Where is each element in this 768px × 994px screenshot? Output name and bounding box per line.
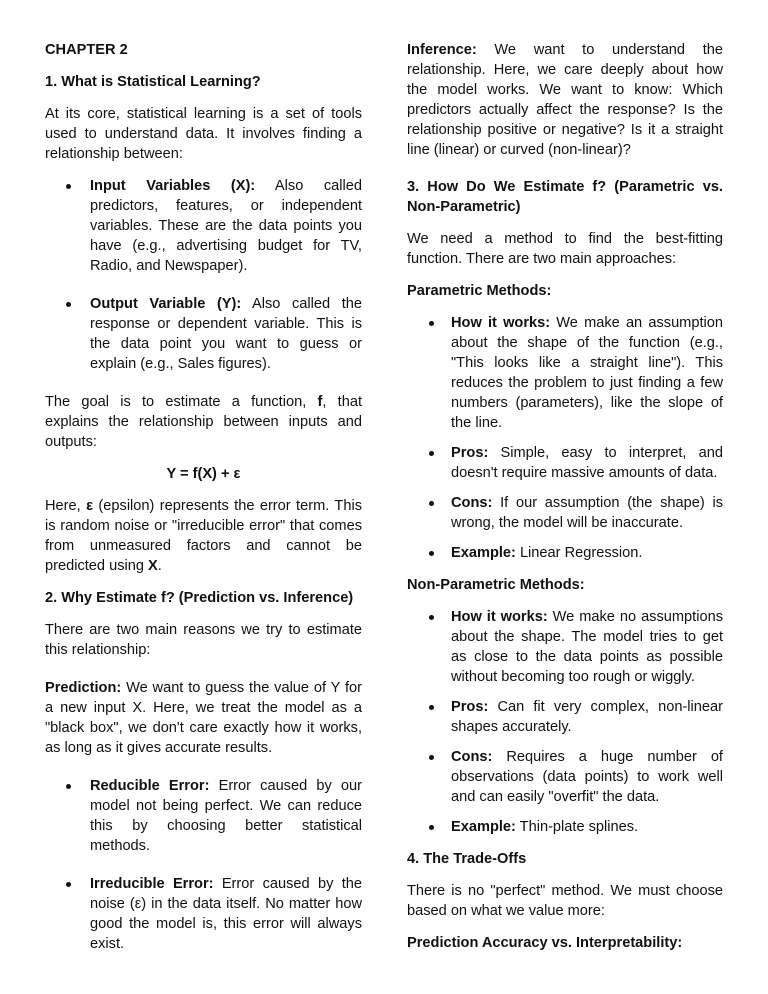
irreducible-error-label: Irreducible Error: bbox=[90, 876, 214, 892]
parametric-cons-label: Cons: bbox=[451, 495, 493, 511]
chapter-heading: CHAPTER 2 bbox=[45, 42, 128, 58]
section-4-intro: There is no "perfect" method. We must choose based on what we value more: bbox=[407, 883, 723, 919]
error-types-list bbox=[45, 776, 362, 954]
goal-paragraph bbox=[45, 392, 362, 452]
output-variable-label: Output Variable (Y): bbox=[90, 296, 242, 312]
input-variables-label: Input Variables (X): bbox=[90, 178, 256, 194]
goal-text-end: , that explains the relationship between inputs and outputs: bbox=[45, 394, 362, 450]
parametric-pros-label: Pros: bbox=[451, 445, 489, 461]
parametric-example-label: Example: bbox=[451, 545, 516, 561]
left-column bbox=[45, 40, 362, 966]
list-item-input-variables bbox=[45, 176, 362, 276]
variables-list bbox=[45, 176, 362, 374]
non-parametric-how-label: How it works: bbox=[451, 609, 548, 625]
inference-paragraph bbox=[407, 40, 723, 160]
section-3-heading: 3. How Do We Estimate f? (Parametric vs. Non-Parametric) bbox=[407, 179, 723, 215]
parametric-example-text: Linear Regression. bbox=[515, 545, 643, 561]
list-item-non-parametric-cons bbox=[407, 747, 723, 807]
inference-text: We want to understand the relationship. Here, we care deeply about how the model works. We want to know: Which predictors actually affect the response? Is the relationship positive or negative? Is it a straight line (linear) or curved (non-linear)? bbox=[407, 42, 723, 158]
list-item-non-parametric-example bbox=[407, 817, 723, 837]
model-formula: Y = f(X) + ε bbox=[166, 466, 241, 482]
irreducible-error-text: Error caused by the noise (ε) in the data itself. No matter how good the model is, this error will always exist. bbox=[90, 876, 362, 952]
non-parametric-pros-text: Can fit very complex, non-linear shapes accurately. bbox=[451, 699, 723, 735]
list-item-parametric-example bbox=[407, 543, 723, 563]
list-item-output-variable bbox=[45, 294, 362, 374]
parametric-list bbox=[407, 313, 723, 563]
right-column bbox=[407, 40, 723, 965]
reducible-error-label: Reducible Error: bbox=[90, 778, 210, 794]
reducible-error-text: Error caused by our model not being perfect. We can reduce this by choosing better statistical methods. bbox=[90, 778, 363, 854]
parametric-heading: Parametric Methods: bbox=[407, 283, 552, 299]
list-item-parametric-how bbox=[407, 313, 723, 433]
section-2-heading: 2. Why Estimate f? (Prediction vs. Inference) bbox=[45, 590, 354, 606]
non-parametric-cons-text: Requires a huge number of observations (data points) to work well and can easily "overfit" the data. bbox=[451, 749, 723, 805]
list-item-non-parametric-how bbox=[407, 607, 723, 687]
epsilon-paragraph bbox=[45, 496, 362, 576]
non-parametric-how-text: We make no assumptions about the shape. The model tries to get as close to the data points as possible without becoming too rough or wiggly. bbox=[451, 609, 723, 685]
non-parametric-example-label: Example: bbox=[451, 819, 516, 835]
epsilon-symbol: ε bbox=[86, 498, 94, 514]
non-parametric-heading: Non-Parametric Methods: bbox=[407, 577, 585, 593]
tradeoff-heading: Prediction Accuracy vs. Interpretability: bbox=[407, 935, 683, 951]
epsilon-text-end: . bbox=[157, 558, 162, 574]
list-item-parametric-cons bbox=[407, 493, 723, 533]
input-variables-text: Also called predictors, features, or independent variables. These are the data points you have (e.g., advertising budget for TV, Radio, and Newspaper). bbox=[90, 178, 362, 274]
list-item-parametric-pros bbox=[407, 443, 723, 483]
prediction-paragraph bbox=[45, 678, 362, 758]
non-parametric-example-text: Thin-plate splines. bbox=[515, 819, 639, 835]
list-item-reducible-error bbox=[45, 776, 362, 856]
non-parametric-cons-label: Cons: bbox=[451, 749, 493, 765]
non-parametric-pros-label: Pros: bbox=[451, 699, 489, 715]
parametric-pros-text: Simple, easy to interpret, and doesn't require massive amounts of data. bbox=[451, 445, 723, 481]
section-1-intro: At its core, statistical learning is a set of tools used to understand data. It involves finding a relationship between: bbox=[45, 106, 362, 162]
section-1-heading: 1. What is Statistical Learning? bbox=[45, 74, 261, 90]
goal-function-f: f bbox=[317, 394, 323, 410]
non-parametric-list bbox=[407, 607, 723, 837]
parametric-how-label: How it works: bbox=[451, 315, 551, 331]
epsilon-x-symbol: X bbox=[148, 558, 158, 574]
section-3-intro: We need a method to find the best-fitting function. There are two main approaches: bbox=[407, 231, 723, 267]
parametric-how-text: We make an assumption about the shape of the function (e.g., "This looks like a straight line"). This reduces the problem to just finding a few numbers (parameters), like the slope of the line. bbox=[451, 315, 723, 431]
parametric-cons-text: If our assumption (the shape) is wrong, the model will be inaccurate. bbox=[451, 495, 723, 531]
section-2-intro: There are two main reasons we try to estimate this relationship: bbox=[45, 622, 362, 658]
list-item-non-parametric-pros bbox=[407, 697, 723, 737]
section-4-heading: 4. The Trade-Offs bbox=[407, 851, 527, 867]
epsilon-text-middle: (epsilon) represents the error term. This is random noise or "irreducible error" that comes from unmeasured factors and cannot be predicted using bbox=[45, 498, 362, 574]
epsilon-text-start: Here, bbox=[45, 498, 87, 514]
list-item-irreducible-error bbox=[45, 874, 362, 954]
prediction-label: Prediction: bbox=[45, 680, 122, 696]
output-variable-text: Also called the response or dependent variable. This is the data point you want to guess or explain (e.g., Sales figures). bbox=[90, 296, 362, 372]
goal-text-start: The goal is to estimate a function, bbox=[45, 394, 318, 410]
inference-label: Inference: bbox=[407, 42, 477, 58]
prediction-text: We want to guess the value of Y for a new input X. Here, we treat the model as a "black box", we don't care exactly how it works, as long as it gives accurate results. bbox=[45, 680, 362, 756]
